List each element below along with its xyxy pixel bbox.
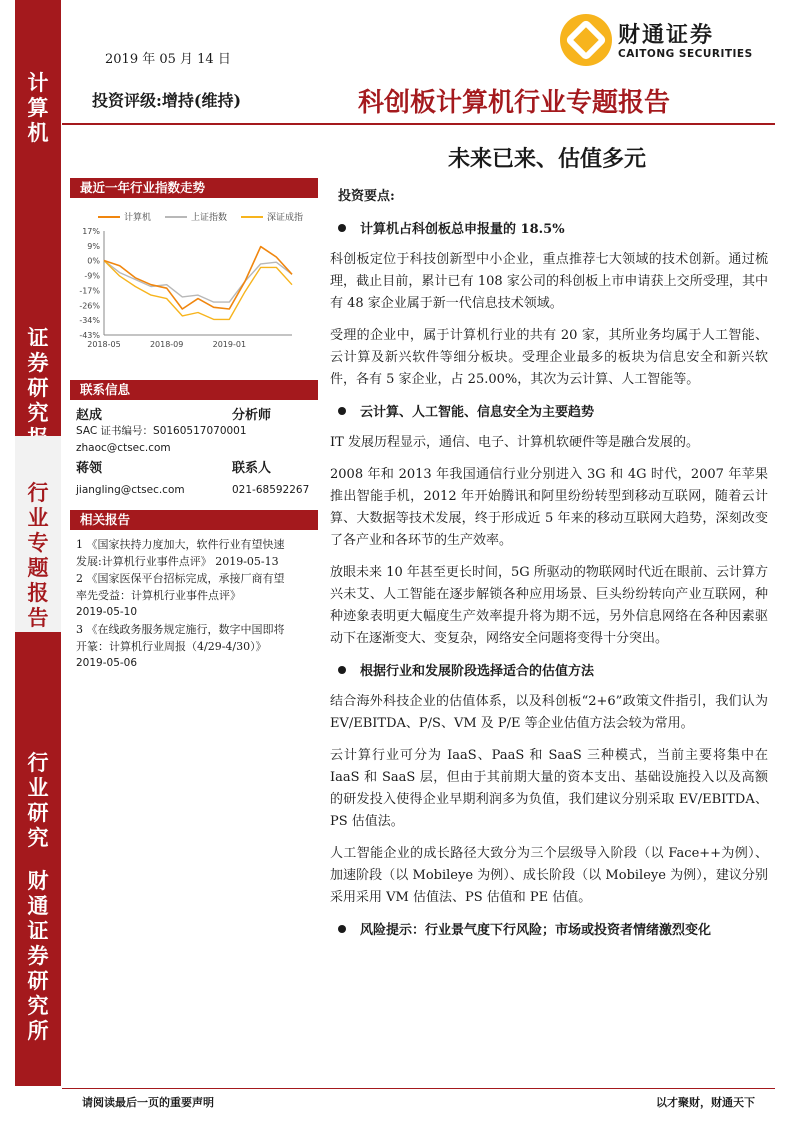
report-line: 发展:计算机行业事件点评》 2019-05-13 — [76, 555, 279, 568]
header-divider — [62, 123, 775, 125]
legend-label: 计算机 — [124, 213, 152, 223]
left-sidebar — [15, 0, 61, 1086]
section-heading-text: 计算机占科创板总申报量的 18.5% — [360, 222, 565, 237]
x-tick-label: 2019-01 — [212, 340, 247, 349]
legend-label: 深证成指 — [267, 213, 304, 223]
x-tick-label: 2018-09 — [149, 340, 184, 349]
sidebar-char: 券 — [27, 350, 49, 375]
y-tick-label: 0% — [87, 256, 100, 266]
sidebar-industry — [28, 70, 49, 145]
sidebar-char: 通 — [27, 893, 49, 918]
contact-name: 蒋领 — [76, 461, 103, 476]
report-date: 2019 年 05 月 14 日 — [105, 52, 231, 67]
body-paragraph: 2008 年和 2013 年我国通信行业分别进入 3G 和 4G 时代，2007 年苹果推出智能手机，2012 年开始腾讯和阿里纷纷转型到移动互联网，随着云计算、大数据等技术发展，终于形成近 5 年来的移动互联网大趋势，深刻改变了各产业和各环节的生产效率。 — [330, 467, 768, 548]
y-tick-label: -9% — [84, 271, 100, 281]
contact-email[interactable]: jiangling@ctsec.com — [76, 484, 185, 496]
logo-text-cn: 财通证券 — [618, 22, 715, 48]
contact-person — [70, 404, 318, 423]
footer-slogan: 以才聚财，财通天下 — [656, 1096, 755, 1109]
y-tick-label: 17% — [82, 227, 100, 236]
contact-heading: 联系信息 — [70, 380, 318, 400]
report-line: 开篆：计算机行业周报（4/29-4/30）》 — [76, 640, 267, 653]
sidebar-char: 算 — [27, 95, 49, 120]
related-report-item[interactable] — [70, 621, 318, 672]
bullet-icon — [338, 925, 346, 933]
contact-role: 分析师 — [232, 408, 272, 423]
legend-item — [165, 210, 227, 223]
y-tick-label: -34% — [79, 316, 100, 326]
contact-email[interactable]: zhaoc@ctsec.com — [76, 442, 171, 454]
y-tick-label: -26% — [79, 301, 100, 311]
sidebar-institute — [28, 868, 49, 1043]
related-reports-panel — [70, 510, 318, 672]
report-line: 1 《国家扶持力度加大，软件行业有望快速 — [76, 538, 285, 551]
body-paragraph: 人工智能企业的成长路径大致分为三个层级导入阶段（以 Face++为例）、加速阶段（以 Mobileye 为例）、成长阶段（以 Mobileye 为例），建议分别采用采用 VM 估值法、PS 估值和 PE 估值。 — [330, 846, 768, 905]
sidebar-char: 计 — [27, 70, 49, 95]
sidebar-block-category — [15, 0, 61, 436]
report-body — [330, 185, 768, 950]
y-tick-label: 9% — [87, 241, 100, 251]
sidebar-char: 报 — [27, 580, 49, 605]
related-heading: 相关报告 — [70, 510, 318, 530]
body-paragraph: 科创板定位于科技创新型中小企业，重点推荐七大领域的技术创新。通过梳理，截止目前，累计已有 108 家公司的科创板上市申请获上交所受理，其中有 48 家企业属于新一代信息技术领域。 — [330, 252, 768, 311]
chart-heading: 最近一年行业指数走势 — [70, 178, 318, 198]
body-paragraph: 受理的企业中，属于计算机行业的共有 20 家，其所业务均属于人工智能、云计算及新兴软件等细分板块。受理企业最多的板块为信息安全和新兴软件，各有 5 家企业，占 25.00%，其次为云计算、人工智能等。 — [330, 328, 768, 387]
body-paragraph: 放眼未来 10 年甚至更长时间，5G 所驱动的物联网时代近在眼前、云计算方兴未艾、人工智能在逐步解锁各种应用场景、巨头纷纷转向产业互联网，种种迹象表明更大幅度生产效率提升将为期不远，另外信息网络在各种因素驱动下在逐渐变大、变复杂，网络安全问题将变得十分突出。 — [330, 565, 768, 646]
contact-role: 联系人 — [232, 461, 272, 476]
contact-cert: SAC 证书编号：S0160517070001 — [76, 425, 247, 437]
contact-person — [70, 457, 318, 476]
legend-swatch — [165, 216, 187, 218]
section-heading-text: 云计算、人工智能、信息安全为主要趋势 — [360, 405, 595, 420]
body-paragraph: 结合海外科技企业的估值体系，以及科创板“2+6”政策文件指引，我们认为 EV/EBITDA、P/S、VM 及 P/E 等企业估值方法会较为常用。 — [330, 694, 768, 731]
section-heading — [330, 218, 768, 237]
report-date: 2019-05-10 — [76, 606, 138, 618]
footer-disclaimer: 请阅读最后一页的重要声明 — [82, 1096, 214, 1109]
sidebar-research — [28, 750, 49, 850]
report-line: 率先受益：计算机行业事件点评》 — [76, 589, 241, 602]
chart-legend — [70, 198, 318, 223]
sidebar-char: 究 — [27, 400, 49, 425]
investment-rating: 投资评级:增持(维持) — [92, 91, 242, 110]
legend-label: 上证指数 — [191, 213, 228, 223]
sidebar-char: 究 — [27, 825, 49, 850]
related-report-item[interactable] — [70, 536, 318, 570]
sidebar-char: 业 — [27, 775, 49, 800]
body-paragraph: IT 发展历程显示，通信、电子、计算机软硬件等是融合发展的。 — [330, 435, 699, 450]
sidebar-char: 题 — [27, 555, 49, 580]
section-heading — [330, 401, 768, 420]
report-line: 3 《在线政务服务规定施行，数字中国即将 — [76, 623, 285, 636]
section-heading-text: 根据行业和发展阶段选择适合的估值方法 — [360, 664, 595, 679]
contact-name: 赵成 — [76, 408, 103, 423]
y-tick-label: -17% — [79, 286, 100, 296]
contact-spacer — [70, 476, 318, 484]
index-trend-chart — [70, 223, 318, 351]
x-tick-label: 2018-05 — [87, 340, 121, 349]
section-heading — [330, 919, 768, 938]
sidebar-char: 专 — [27, 530, 49, 555]
related-report-item[interactable] — [70, 570, 318, 621]
sidebar-char: 券 — [27, 943, 49, 968]
index-trend-panel — [70, 178, 318, 355]
sidebar-char: 业 — [27, 505, 49, 530]
logo-mark-icon — [560, 14, 612, 66]
sidebar-block-institute — [15, 632, 61, 1086]
sidebar-block-type — [15, 436, 61, 632]
footer-divider — [62, 1088, 775, 1089]
body-paragraph: 云计算行业可分为 IaaS、PaaS 和 SaaS 三种模式，当前主要将集中在 IaaS 和 SaaS 层，但由于其前期大量的资本支出、基础设施投入以及高额的研发投入使得企业早期利润多为负值，我们建议分别采取 EV/EBITDA、PS 估值法。 — [330, 748, 768, 829]
company-logo — [560, 14, 775, 72]
bullet-icon — [338, 407, 346, 415]
sidebar-char: 证 — [27, 918, 49, 943]
key-points-heading: 投资要点: — [338, 189, 395, 204]
sidebar-char: 告 — [27, 605, 49, 630]
report-date: 2019-05-06 — [76, 657, 138, 669]
sidebar-char: 行 — [27, 480, 49, 505]
legend-item — [98, 210, 151, 223]
sidebar-char: 研 — [27, 800, 49, 825]
bullet-icon — [338, 666, 346, 674]
sidebar-char: 究 — [27, 993, 49, 1018]
sidebar-char: 所 — [27, 1018, 49, 1043]
section-heading-text: 风险提示：行业景气度下行风险；市场或投资者情绪激烈变化 — [360, 923, 712, 938]
legend-item — [241, 210, 303, 223]
sidebar-char: 机 — [27, 120, 49, 145]
sidebar-char: 证 — [27, 325, 49, 350]
page-title: 科创板计算机行业专题报告 — [358, 88, 671, 118]
legend-swatch — [98, 216, 120, 218]
logo-text-en: CAITONG SECURITIES — [618, 48, 753, 60]
sidebar-char: 财 — [27, 868, 49, 893]
sidebar-char: 研 — [27, 375, 49, 400]
section-heading — [330, 660, 768, 679]
sidebar-char: 行 — [27, 750, 49, 775]
contact-phone: 021-68592267 — [232, 484, 310, 496]
legend-swatch — [241, 216, 263, 218]
sidebar-char: 研 — [27, 968, 49, 993]
contact-details — [70, 484, 318, 496]
bullet-icon — [338, 224, 346, 232]
report-line: 2 《国家医保平台招标完成，承接厂商有望 — [76, 572, 285, 585]
sidebar-report-type — [28, 480, 49, 630]
contact-panel — [70, 380, 318, 496]
series-line-shenzhen — [104, 261, 292, 320]
y-tick-label: -43% — [79, 331, 100, 340]
page-subtitle: 未来已来、估值多元 — [448, 146, 647, 172]
